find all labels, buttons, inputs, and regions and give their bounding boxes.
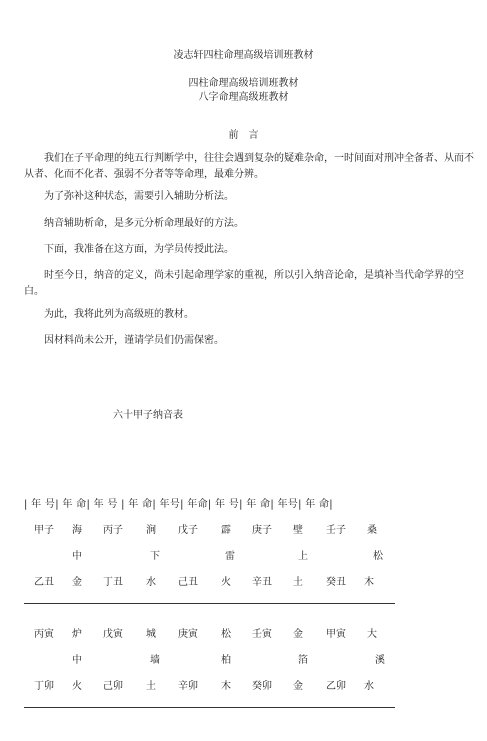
table-cell: 庚子 [252, 525, 272, 536]
table-cell: 海 [72, 525, 82, 536]
table-cell: 木 [221, 681, 231, 692]
table-divider [24, 707, 395, 708]
table-cell: 木 [364, 577, 374, 588]
table-cell: 己丑 [178, 577, 198, 588]
table-cell: 炉 [72, 629, 82, 640]
table-cell: 乙卯 [326, 681, 346, 692]
table-cell: 柏 [221, 655, 231, 666]
table-header: | 年 号| 年 命| 年 号 | 年 命| 年号| 年命| 年 号| 年 命| 年号| 年 命| [24, 499, 333, 510]
table-cell: 丁卯 [34, 681, 54, 692]
table-cell: 壬寅 [252, 629, 272, 640]
document-title: 凌志轩四柱命理高级培训班教材 [173, 50, 314, 61]
table-cell: 戊子 [178, 525, 198, 536]
table-cell: 壁 [293, 525, 303, 536]
table-cell: 金 [72, 577, 82, 588]
table-cell: 丙寅 [34, 629, 54, 640]
table-cell: 火 [72, 681, 82, 692]
table-cell: 水 [364, 681, 374, 692]
table-cell: 土 [146, 681, 156, 692]
table-cell: 桑 [367, 525, 377, 536]
table-cell: 甲寅 [326, 629, 346, 640]
table-title: 六十甲子纳音表 [113, 410, 183, 421]
table-cell: 乙丑 [34, 577, 54, 588]
table-cell: 下 [150, 551, 160, 562]
document-subtitle-2: 八字命理高级班教材 [198, 92, 289, 103]
table-cell: 戊寅 [103, 629, 123, 640]
table-cell: 箔 [298, 655, 308, 666]
table-cell: 庚寅 [178, 629, 198, 640]
table-cell: 壬子 [326, 525, 346, 536]
preface-paragraph: 下面，我准备在这方面，为学员传授此法。 [44, 244, 234, 255]
table-cell: 火 [221, 577, 231, 588]
table-cell: 松 [221, 629, 231, 640]
table-divider [24, 603, 395, 604]
table-cell: 己卯 [103, 681, 123, 692]
preface-paragraph: 为此，我将此列为高级班的教材。 [44, 309, 194, 320]
preface-heading: 前 言 [228, 130, 259, 141]
table-cell: 癸丑 [326, 577, 346, 588]
preface-paragraph: 我们在子平命理的纯五行判断学中，往往会遇到复杂的疑难杂命，一时间面对刑冲全备者、从而不从者、化而不化者、强弱不分者等等命理，最难分辨。 [24, 153, 474, 180]
table-cell: 癸卯 [252, 681, 272, 692]
table-cell: 霹 [221, 525, 231, 536]
table-cell: 金 [293, 629, 303, 640]
table-cell: 大 [367, 629, 377, 640]
document-subtitle-1: 四柱命理高级培训班教材 [188, 78, 299, 89]
table-cell: 城 [146, 629, 156, 640]
preface-paragraph: 因材料尚未公开，谨请学员们仍需保密。 [44, 335, 224, 346]
preface-paragraph: 为了弥补这种状态，需要引入辅助分析法。 [44, 191, 234, 202]
table-cell: 水 [146, 577, 156, 588]
preface-paragraph: 纳音辅助析命，是多元分析命理最好的方法。 [44, 218, 244, 229]
table-cell: 墙 [150, 655, 160, 666]
table-cell: 辛卯 [178, 681, 198, 692]
table-cell: 甲子 [34, 525, 54, 536]
table-cell: 中 [72, 655, 82, 666]
table-cell: 溪 [375, 655, 385, 666]
table-cell: 丙子 [103, 525, 123, 536]
table-cell: 松 [373, 551, 383, 562]
table-cell: 涧 [146, 525, 156, 536]
table-cell: 金 [293, 681, 303, 692]
preface-paragraph: 时至今日，纳音的定义，尚未引起命理学家的重视，所以引入纳音论命，是填补当代命学界的空白。 [24, 270, 464, 297]
table-cell: 上 [298, 551, 308, 562]
table-cell: 土 [293, 577, 303, 588]
table-cell: 辛丑 [252, 577, 272, 588]
table-cell: 雷 [225, 551, 235, 562]
table-cell: 中 [72, 551, 82, 562]
table-cell: 丁丑 [103, 577, 123, 588]
